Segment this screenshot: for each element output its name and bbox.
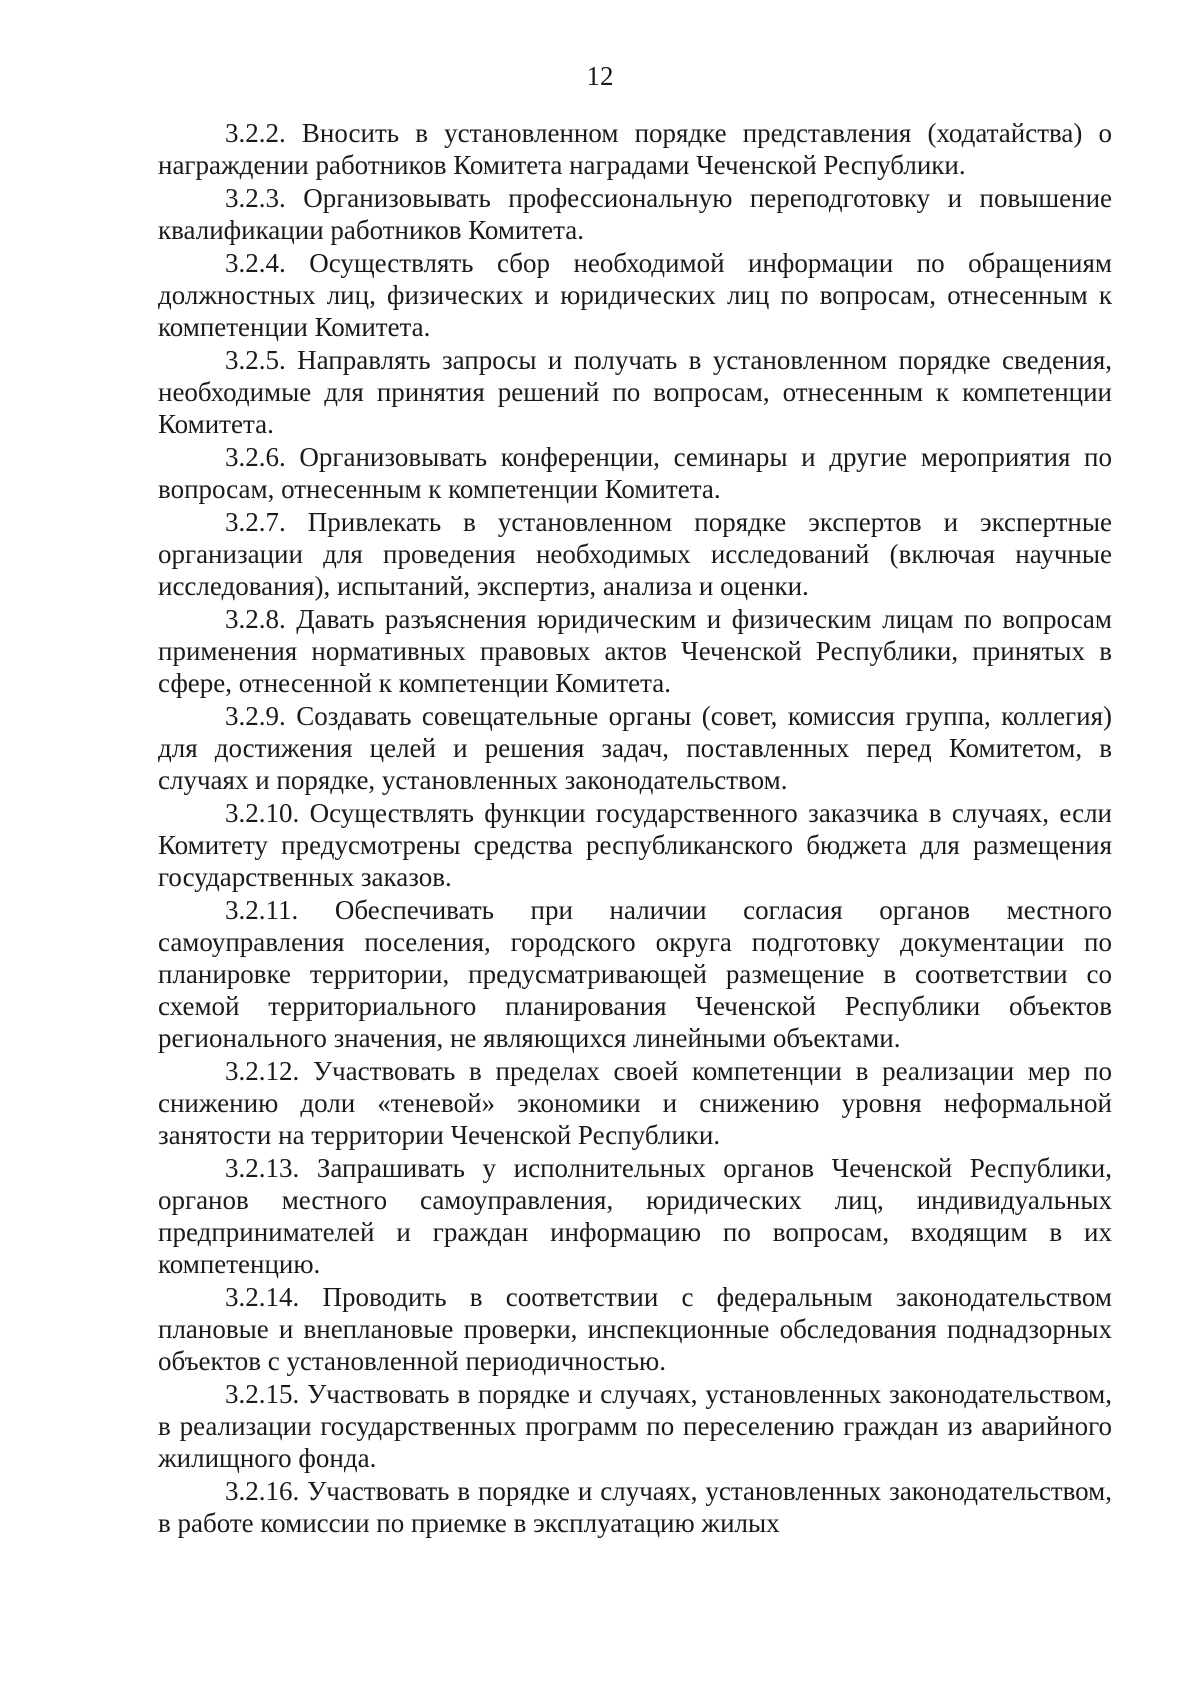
paragraph-3-2-6: 3.2.6. Организовывать конференции, семинары и другие мероприятия по вопросам, отнесенным к компетенции Комитета. [158, 442, 1112, 504]
paragraph-3-2-16: 3.2.16. Участвовать в порядке и случаях, установленных законодательством, в работе комиссии по приемке в эксплуатацию жилых [158, 1476, 1112, 1538]
document-body [158, 117, 1112, 1540]
paragraph-3-2-3: 3.2.3. Организовывать профессиональную переподготовку и повышение квалификации работников Комитета. [158, 183, 1112, 245]
paragraph-3-2-7: 3.2.7. Привлекать в установленном порядке экспертов и экспертные организации для проведения необходимых исследований (включая научные исследования), испытаний, экспертиз, анализа и оценки. [158, 507, 1112, 601]
paragraph-3-2-15: 3.2.15. Участвовать в порядке и случаях, установленных законодательством, в реализации государственных программ по переселению граждан из аварийного жилищного фонда. [158, 1379, 1112, 1473]
page-number: 12 [586, 61, 614, 91]
paragraph-3-2-9: 3.2.9. Создавать совещательные органы (совет, комиссия группа, коллегия) для достижения целей и решения задач, поставленных перед Комитетом, в случаях и порядке, установленных законодательством. [158, 701, 1112, 795]
paragraph-3-2-2: 3.2.2. Вносить в установленном порядке представления (ходатайства) о награждении работников Комитета наградами Чеченской Республики. [158, 118, 1112, 180]
paragraph-3-2-14: 3.2.14. Проводить в соответствии с федеральным законодательством плановые и внеплановые проверки, инспекционные обследования поднадзорных объектов с установленной периодичностью. [158, 1282, 1112, 1376]
paragraph-3-2-11: 3.2.11. Обеспечивать при наличии согласия органов местного самоуправления поселения, городского округа подготовку документации по планировке территории, предусматривающей размещение в соответствии со схемой территориального планирования Чеченской Республики объектов регионального значения, не являющихся линейными объектами. [158, 895, 1112, 1053]
paragraph-3-2-8: 3.2.8. Давать разъяснения юридическим и физическим лицам по вопросам применения нормативных правовых актов Чеченской Республики, принятых в сфере, отнесенной к компетенции Комитета. [158, 604, 1112, 698]
paragraph-3-2-12: 3.2.12. Участвовать в пределах своей компетенции в реализации мер по снижению доли «теневой» экономики и снижению уровня неформальной занятости на территории Чеченской Республики. [158, 1056, 1112, 1150]
paragraph-3-2-10: 3.2.10. Осуществлять функции государственного заказчика в случаях, если Комитету предусмотрены средства республиканского бюджета для размещения государственных заказов. [158, 798, 1112, 892]
paragraph-3-2-5: 3.2.5. Направлять запросы и получать в установленном порядке сведения, необходимые для принятия решений по вопросам, отнесенным к компетенции Комитета. [158, 345, 1112, 439]
paragraph-3-2-13: 3.2.13. Запрашивать у исполнительных органов Чеченской Республики, органов местного самоуправления, юридических лиц, индивидуальных предпринимателей и граждан информацию по вопросам, входящим в их компетенцию. [158, 1153, 1112, 1279]
paragraph-3-2-4: 3.2.4. Осуществлять сбор необходимой информации по обращениям должностных лиц, физических и юридических лиц по вопросам, отнесенным к компетенции Комитета. [158, 248, 1112, 342]
